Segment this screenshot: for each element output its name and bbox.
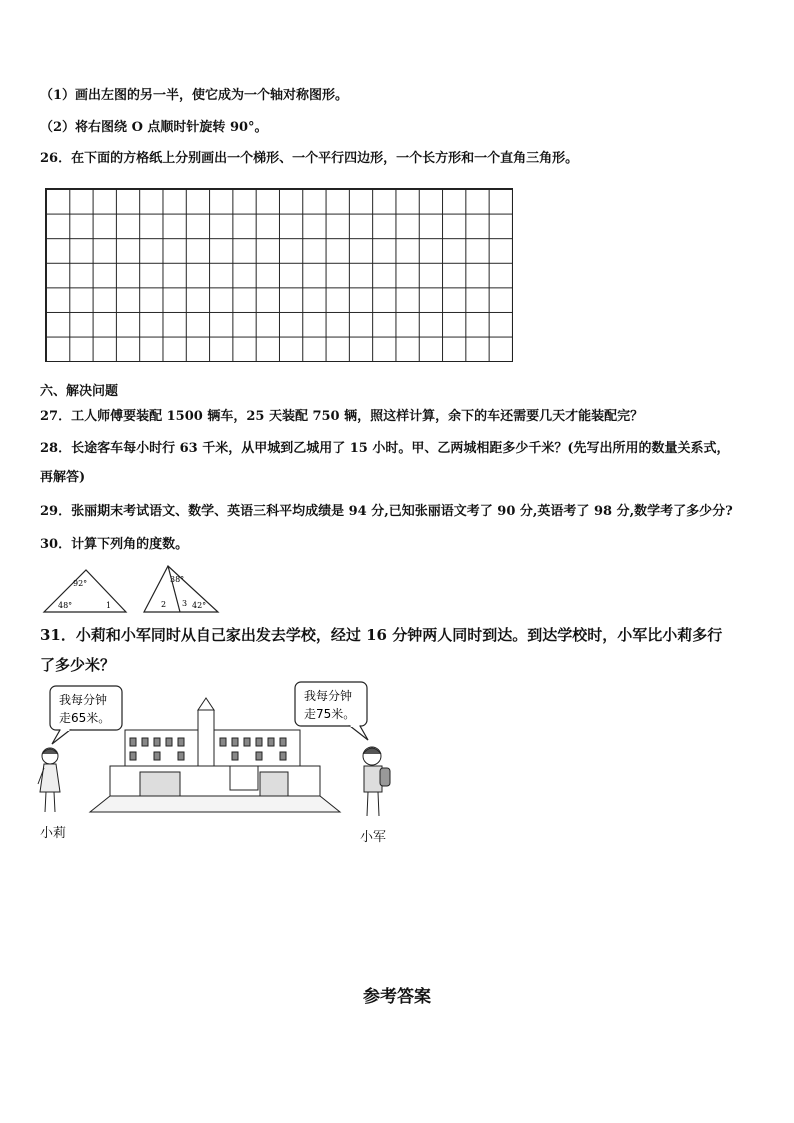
question-31-cont: 了多少米？ bbox=[40, 656, 116, 674]
question-30: 30．计算下列角的度数。 bbox=[40, 537, 189, 552]
school-illustration bbox=[30, 680, 410, 825]
xiaoli-figure bbox=[38, 748, 60, 812]
triangle-left-right-label: 1 bbox=[106, 601, 112, 610]
xiaojun-bubble-line2: 走75米。 bbox=[304, 707, 356, 721]
triangle-left bbox=[44, 570, 126, 612]
xiaoli-bubble-line1: 我每分钟 bbox=[59, 693, 108, 707]
xiaojun-figure bbox=[363, 747, 390, 816]
triangle-left-top-angle: 92° bbox=[73, 579, 88, 588]
triangle-right-label-3: 3 bbox=[182, 599, 188, 608]
xiaojun-bubble-line1: 我每分钟 bbox=[304, 689, 353, 703]
xiaoli-speech-bubble bbox=[50, 686, 122, 744]
question-25-part1: （1）画出左图的另一半，使它成为一个轴对称图形。 bbox=[40, 88, 349, 103]
question-28-cont: 再解答) bbox=[40, 470, 86, 485]
question-27: 27．工人师傅要装配 1500 辆车，25 天装配 750 辆，照这样计算，余下的车还需要几天才能装配完？ bbox=[40, 409, 644, 424]
triangle-right-top-angle: 38° bbox=[170, 575, 185, 584]
question-31: 31．小莉和小军同时从自己家出发去学校，经过 16 分钟两人同时到达。到达学校时，小军比小莉多行 bbox=[40, 626, 723, 644]
triangle-left-left-angle: 48° bbox=[58, 601, 73, 610]
xiaoli-name: 小莉 bbox=[40, 826, 67, 841]
question-29: 29．张丽期末考试语文、数学、英语三科平均成绩是 94 分,已知张丽语文考了 90 分,英语考了 98 分,数学考了多少分? bbox=[40, 504, 733, 519]
question-28: 28．长途客车每小时行 63 千米，从甲城到乙城用了 15 小时。甲、乙两城相距多少千米？(先写出所用的数量关系式， bbox=[40, 441, 730, 456]
question-25-part2: （2）将右图绕 O 点顺时针旋转 90°。 bbox=[40, 120, 268, 135]
grid-paper bbox=[45, 188, 513, 362]
xiaojun-name: 小军 bbox=[360, 830, 387, 845]
angle-diagram bbox=[40, 560, 240, 618]
question-26: 26．在下面的方格纸上分别画出一个梯形、一个平行四边形，一个长方形和一个直角三角形。 bbox=[40, 151, 579, 166]
triangle-right-label-2: 2 bbox=[161, 600, 167, 609]
xiaojun-speech-bubble bbox=[295, 682, 368, 740]
answer-section-title: 参考答案 bbox=[363, 987, 431, 1007]
triangle-right bbox=[144, 566, 218, 612]
triangle-right-right-angle: 42° bbox=[192, 601, 207, 610]
xiaoli-bubble-line2: 走65米。 bbox=[59, 711, 111, 725]
section-6-heading: 六、解决问题 bbox=[40, 384, 119, 399]
